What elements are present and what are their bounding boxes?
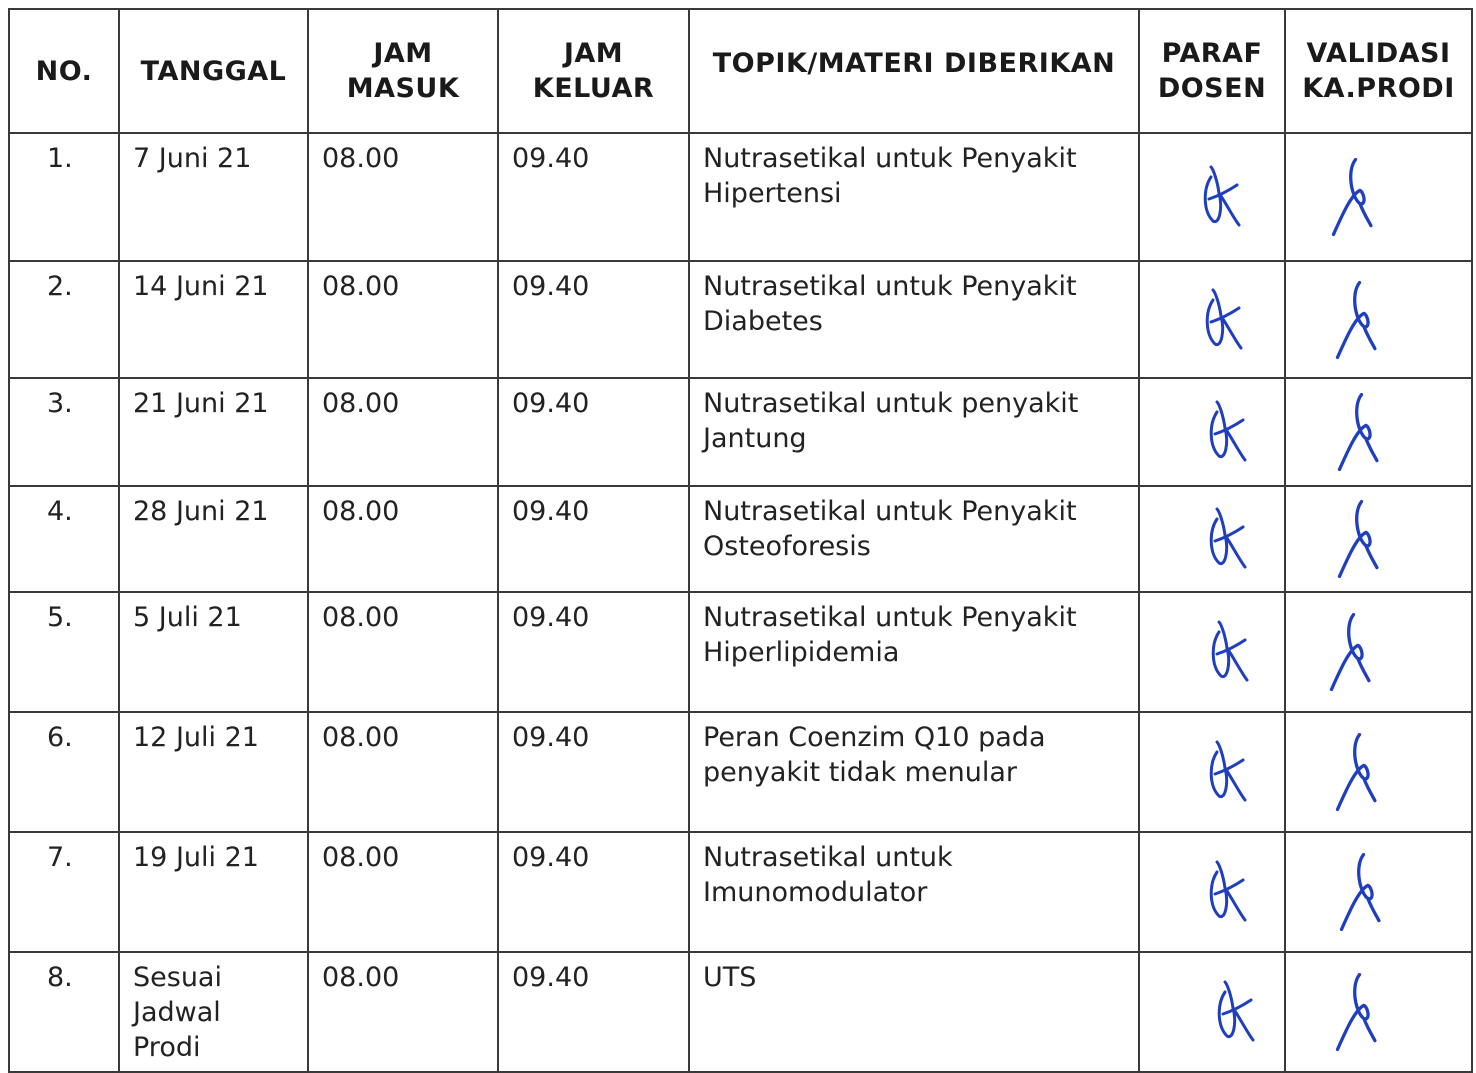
date-cell	[119, 832, 308, 952]
lecturer-signature-icon	[1206, 974, 1266, 1050]
topic-line: penyakit tidak menular	[703, 757, 1017, 788]
time-out-cell: 09.40	[498, 486, 689, 592]
lecturer-signature-cell	[1139, 952, 1285, 1072]
table-row	[9, 486, 1472, 592]
topic-line: Peran Coenzim Q10 pada	[703, 722, 1046, 753]
date-cell	[119, 378, 308, 486]
date-line: Prodi	[133, 1032, 201, 1063]
header-validasi-line: VALIDASI	[1306, 38, 1451, 69]
topic-line: Nutrasetikal untuk	[703, 842, 953, 873]
row-number: 6.	[9, 712, 119, 832]
time-in-cell: 08.00	[308, 832, 498, 952]
prodi-validation-cell	[1285, 832, 1472, 952]
lecturer-signature-icon	[1200, 614, 1260, 690]
lecturer-signature-icon	[1198, 501, 1258, 577]
topic-cell	[689, 133, 1139, 261]
time-out-cell: 09.40	[498, 952, 689, 1072]
table-row	[9, 133, 1472, 261]
date-cell	[119, 712, 308, 832]
lecturer-signature-icon	[1192, 159, 1252, 235]
date-cell	[119, 261, 308, 378]
header-jam-masuk	[308, 9, 498, 133]
header-paraf-line: PARAF	[1161, 38, 1263, 69]
prodi-validation-cell	[1285, 378, 1472, 486]
row-number: 8.	[9, 952, 119, 1072]
prodi-validation-cell	[1285, 486, 1472, 592]
header-paraf-dosen	[1139, 9, 1285, 133]
date-line: 28 Juni 21	[133, 496, 269, 527]
time-out-cell: 09.40	[498, 378, 689, 486]
time-out-cell: 09.40	[498, 592, 689, 712]
date-line: Sesuai	[133, 962, 222, 993]
row-number: 7.	[9, 832, 119, 952]
table-row	[9, 832, 1472, 952]
prodi-signature-icon	[1322, 153, 1378, 241]
table-row	[9, 378, 1472, 486]
header-jam-keluar	[498, 9, 689, 133]
prodi-validation-cell	[1285, 712, 1472, 832]
topic-cell	[689, 378, 1139, 486]
time-in-cell: 08.00	[308, 378, 498, 486]
prodi-validation-cell	[1285, 261, 1472, 378]
topic-cell	[689, 712, 1139, 832]
row-number: 1.	[9, 133, 119, 261]
topic-line: Hiperlipidemia	[703, 637, 900, 668]
header-topik: TOPIK/MATERI DIBERIKAN	[689, 9, 1139, 133]
date-line: Jadwal	[133, 997, 221, 1028]
topic-cell	[689, 952, 1139, 1072]
time-out-cell: 09.40	[498, 261, 689, 378]
header-jam-keluar-line: JAM	[563, 38, 624, 69]
lecturer-signature-cell	[1139, 261, 1285, 378]
topic-line: Nutrasetikal untuk Penyakit	[703, 602, 1077, 633]
header-jam-masuk-line: MASUK	[346, 73, 460, 104]
time-in-cell: 08.00	[308, 486, 498, 592]
topic-line: Nutrasetikal untuk Penyakit	[703, 271, 1077, 302]
date-cell	[119, 952, 308, 1072]
row-number: 4.	[9, 486, 119, 592]
lecturer-signature-cell	[1139, 832, 1285, 952]
lecturer-signature-cell	[1139, 486, 1285, 592]
header-tanggal: TANGGAL	[119, 9, 308, 133]
time-in-cell: 08.00	[308, 592, 498, 712]
table-row	[9, 952, 1472, 1072]
topic-cell	[689, 832, 1139, 952]
table-row	[9, 592, 1472, 712]
prodi-signature-icon	[1326, 728, 1382, 816]
topic-line: Nutrasetikal untuk Penyakit	[703, 496, 1077, 527]
header-validasi-line: KA.PRODI	[1302, 73, 1455, 104]
topic-cell	[689, 261, 1139, 378]
date-line: 14 Juni 21	[133, 271, 269, 302]
row-number: 5.	[9, 592, 119, 712]
topic-line: Diabetes	[703, 306, 823, 337]
lecturer-signature-cell	[1139, 592, 1285, 712]
attendance-table	[8, 8, 1473, 1073]
date-line: 12 Juli 21	[133, 722, 259, 753]
date-cell	[119, 592, 308, 712]
topic-line: Osteoforesis	[703, 531, 871, 562]
row-number: 3.	[9, 378, 119, 486]
header-paraf-line: DOSEN	[1157, 73, 1267, 104]
table-row	[9, 261, 1472, 378]
prodi-signature-icon	[1320, 608, 1376, 696]
topic-line: Nutrasetikal untuk Penyakit	[703, 143, 1077, 174]
time-out-cell: 09.40	[498, 712, 689, 832]
prodi-signature-icon	[1330, 848, 1386, 936]
topic-line: Jantung	[703, 423, 807, 454]
time-out-cell: 09.40	[498, 133, 689, 261]
lecturer-signature-icon	[1198, 394, 1258, 470]
date-line: 19 Juli 21	[133, 842, 259, 873]
date-cell	[119, 133, 308, 261]
topic-line: Hipertensi	[703, 178, 842, 209]
time-out-cell: 09.40	[498, 832, 689, 952]
lecturer-signature-cell	[1139, 712, 1285, 832]
lecturer-signature-cell	[1139, 378, 1285, 486]
prodi-signature-icon	[1328, 388, 1384, 476]
time-in-cell: 08.00	[308, 133, 498, 261]
prodi-validation-cell	[1285, 133, 1472, 261]
topic-cell	[689, 592, 1139, 712]
time-in-cell: 08.00	[308, 952, 498, 1072]
header-validasi	[1285, 9, 1472, 133]
header-row	[9, 9, 1472, 133]
topic-cell	[689, 486, 1139, 592]
header-jam-masuk-line: JAM	[373, 38, 433, 69]
prodi-signature-icon	[1326, 276, 1382, 364]
lecturer-signature-icon	[1198, 854, 1258, 930]
prodi-signature-icon	[1328, 495, 1384, 583]
lecturer-signature-icon	[1198, 734, 1258, 810]
prodi-validation-cell	[1285, 952, 1472, 1072]
row-number: 2.	[9, 261, 119, 378]
topic-line: UTS	[703, 962, 757, 993]
table-row	[9, 712, 1472, 832]
topic-line: Imunomodulator	[703, 877, 928, 908]
topic-line: Nutrasetikal untuk penyakit	[703, 388, 1079, 419]
lecturer-signature-icon	[1194, 282, 1254, 358]
prodi-signature-icon	[1326, 968, 1382, 1056]
prodi-validation-cell	[1285, 592, 1472, 712]
time-in-cell: 08.00	[308, 261, 498, 378]
lecturer-signature-cell	[1139, 133, 1285, 261]
table-body	[9, 133, 1472, 1072]
time-in-cell: 08.00	[308, 712, 498, 832]
date-cell	[119, 486, 308, 592]
header-jam-keluar-line: KELUAR	[532, 73, 655, 104]
date-line: 5 Juli 21	[133, 602, 242, 633]
header-no: NO.	[9, 9, 119, 133]
date-line: 21 Juni 21	[133, 388, 269, 419]
date-line: 7 Juni 21	[133, 143, 252, 174]
